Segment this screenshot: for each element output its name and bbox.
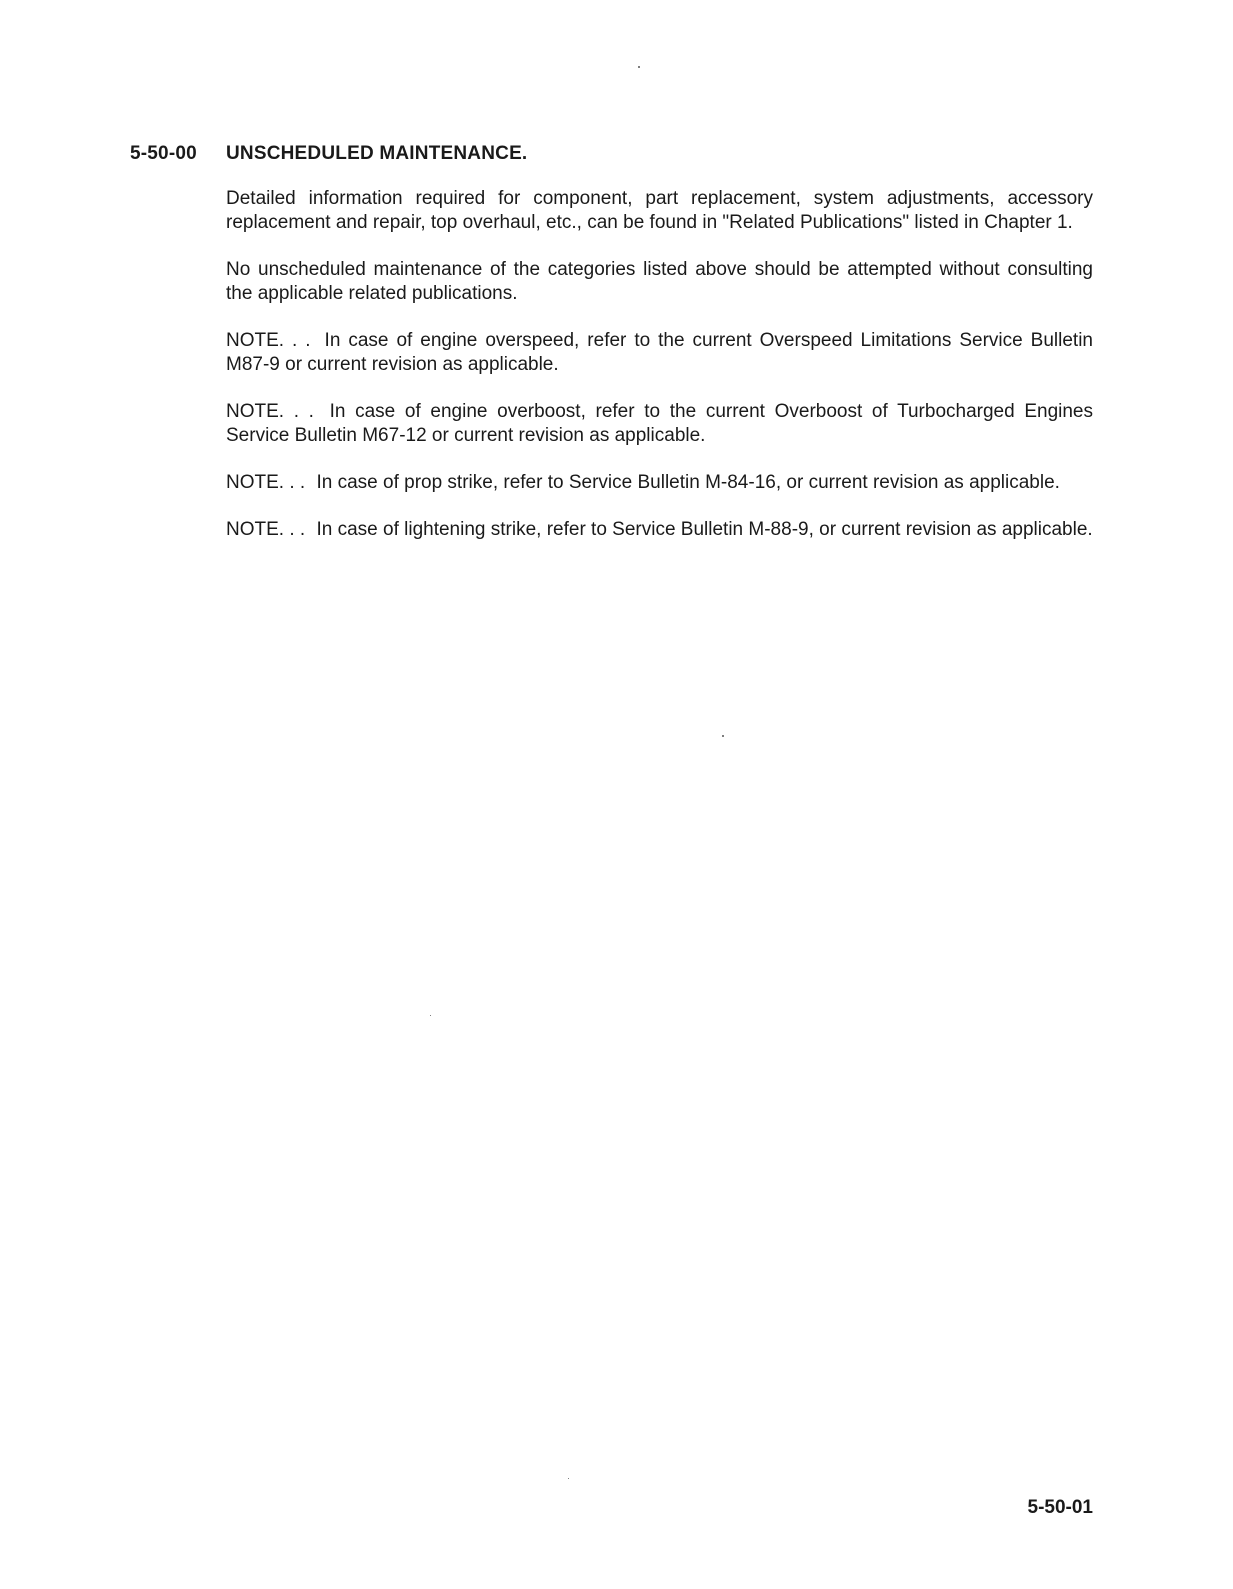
scan-speck — [430, 1015, 431, 1016]
note-paragraph — [226, 518, 1093, 542]
note-text: In case of prop strike, refer to Service Bulletin M-84-16, or current revision as applicable. — [316, 472, 1060, 493]
scan-speck — [568, 1478, 569, 1479]
note-text: In case of engine overspeed, refer to the current Overspeed Limitations Service Bulletin M87-9 or current revision as applicable. — [226, 330, 1093, 375]
note-text: In case of engine overboost, refer to the current Overboost of Turbocharged Engines Service Bulletin M67-12 or current revision as applicable. — [226, 401, 1093, 446]
scan-speck — [722, 735, 724, 737]
section-number: 5-50-00 — [130, 143, 197, 164]
section-title: UNSCHEDULED MAINTENANCE. — [226, 143, 528, 164]
note-text: In case of lightening strike, refer to Service Bulletin M-88-9, or current revision as applicable. — [316, 519, 1093, 540]
paragraph — [226, 258, 1093, 306]
note-label: NOTE. . . — [226, 401, 314, 422]
note-paragraph — [226, 329, 1093, 377]
paragraph — [226, 187, 1093, 235]
note-paragraph — [226, 400, 1093, 448]
note-label: NOTE. . . — [226, 472, 306, 493]
section-body — [226, 187, 1093, 565]
paragraph-text: Detailed information required for component, part replacement, system adjustments, accessory replacement and repair, top overhaul, etc., can be found in "Related Publications" listed in Chapter 1. — [226, 188, 1093, 233]
scan-speck — [638, 66, 640, 68]
note-label: NOTE. . . — [226, 330, 311, 351]
page-number: 5-50-01 — [1027, 1497, 1093, 1518]
paragraph-text: No unscheduled maintenance of the categories listed above should be attempted without consulting the applicable related publications. — [226, 259, 1093, 304]
note-label: NOTE. . . — [226, 519, 306, 540]
note-paragraph — [226, 471, 1093, 495]
